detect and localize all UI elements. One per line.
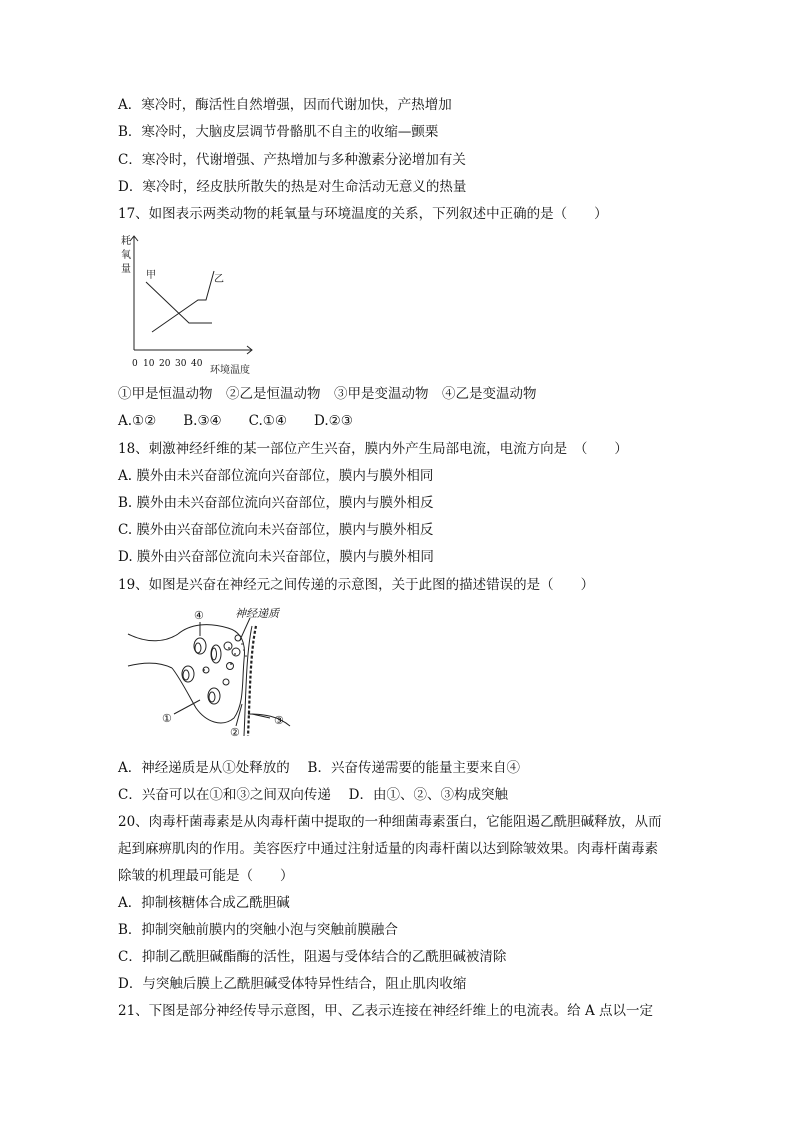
q18-option-c: C. 膜外由兴奋部位流向未兴奋部位，膜内与膜外相反 [118,522,434,538]
q20-option-c: C．抑制乙酰胆碱酯酶的活性，阻遏与受体结合的乙酰胆碱被清除 [118,949,507,965]
q20-stem-line-2: 起到麻痹肌肉的作用。美容医疗中通过注射适量的肉毒杆菌以达到除皱效果。肉毒杆菌毒素 [118,841,658,857]
x-tick-30: 30 [175,359,187,369]
q17-stem: 17、如图表示两类动物的耗氧量与环境温度的关系，下列叙述中正确的是（ ） [118,206,608,222]
q16-option-c: C．寒冷时，代谢增强、产热增加与多种激素分泌增加有关 [118,152,466,168]
q18-option-b: B. 膜外由未兴奋部位流向兴奋部位，膜内与膜外相反 [118,495,434,511]
mitochondrion-3 [182,666,194,682]
mitochondrion-1-inner [195,643,201,653]
q20-stem-line-1: 20、肉毒杆菌毒素是从肉毒杆菌中提取的一种细菌毒素蛋白，它能阻遏乙酰胆碱释放，从而 [118,814,662,830]
x-tick-0: 0 [132,359,138,369]
label-neurotransmitter: 神经递质 [235,607,279,620]
synaptic-vesicle-4 [235,635,241,641]
q17-options: A.①② B.③④ C.①④ D.②③ [118,413,353,429]
leader-1 [174,700,200,714]
q18-option-a: A. 膜外由未兴奋部位流向兴奋部位，膜内与膜外相同 [118,468,434,484]
axon-lower-edge [128,663,172,668]
leader-transmitter [240,618,250,640]
q19-option-cd: C．兴奋可以在①和③之间双向传递 D．由①、②、③构成突触 [118,787,508,803]
label-4: ④ [194,609,204,622]
mitochondrion-2-inner [212,648,217,660]
mitochondrion-3-inner [183,670,189,680]
q20-option-d: D．与突触后膜上乙酰胆碱受体特异性结合，阻止肌肉收缩 [118,976,467,992]
q20-option-a: A．抑制核糖体合成乙酰胆碱 [118,895,290,911]
label-jia: 甲 [146,270,156,281]
x-tick-10: 10 [143,359,155,369]
y-label-char-2: 氧 [121,250,131,261]
synaptic-vesicle-1 [224,642,232,650]
label-2: ② [230,726,240,739]
q19-option-ab: A．神经递质是从①处释放的 B．兴奋传递需要的能量主要来自④ [118,760,520,776]
synaptic-vesicle-2 [232,648,240,656]
q17-oxygen-temperature-chart [116,228,266,376]
synaptic-vesicle-6 [223,679,229,685]
label-yi: 乙 [214,274,224,285]
q16-option-a: A．寒冷时，酶活性自然增强，因而代谢加快，产热增加 [118,97,452,113]
q19-synapse-figure [118,604,298,742]
q17-statements: ①甲是恒温动物 ②乙是恒温动物 ③甲是变温动物 ④乙是变温动物 [118,386,537,402]
q16-option-b: B．寒冷时，大脑皮层调节骨骼肌不自主的收缩—颤栗 [118,124,439,140]
q21-stem: 21、下图是部分神经传导示意图，甲、乙表示连接在神经纤维上的电流表。给 A 点以一定 [118,1003,654,1019]
y-label-char-1: 耗 [121,236,131,247]
label-3: ③ [274,714,284,727]
q20-option-b: B．抑制突触前膜内的突触小泡与突触前膜融合 [118,922,398,938]
x-tick-20: 20 [159,359,171,369]
q18-option-d: D. 膜外由兴奋部位流向未兴奋部位，膜内与膜外相同 [118,549,434,565]
synaptic-vesicle-3 [227,663,234,670]
mitochondrion-4-inner [209,692,215,702]
x-label: 环境温度 [210,365,250,376]
q19-stem: 19、如图是兴奋在神经元之间传递的示意图，关于此图的描述错误的是（ ） [118,577,595,593]
mitochondrion-4 [208,688,220,704]
x-tick-40: 40 [191,359,203,369]
q20-stem-line-3: 除皱的机理最可能是（ ） [118,868,294,884]
q16-option-d: D．寒冷时，经皮肤所散失的热是对生命活动无意义的热量 [118,179,467,195]
q18-stem: 18、刺激神经纤维的某一部位产生兴奋，膜内外产生局部电流，电流方向是 （ ） [118,441,628,457]
axon-upper-edge [128,634,178,641]
line-jia [146,282,212,323]
y-label-char-3: 量 [121,264,131,275]
label-1: ① [162,712,172,725]
